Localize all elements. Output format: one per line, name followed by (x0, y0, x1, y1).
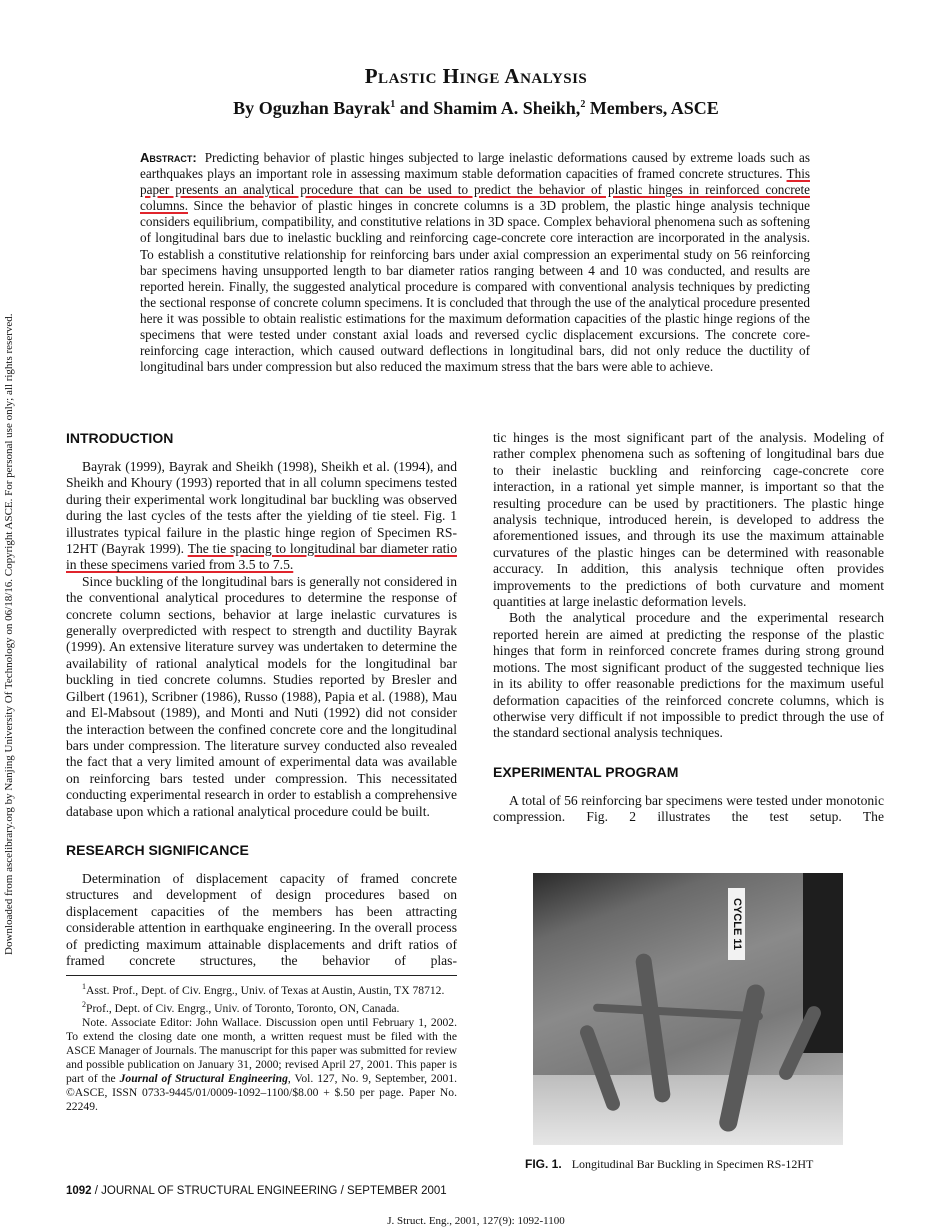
figure-1-photo (533, 873, 843, 1145)
introduction-paragraph-1 (66, 459, 457, 574)
research-significance-paragraph-2: Both the analytical procedure and the experimental research reported herein are aimed at predicting the response of the plastic hinges that form in reinforced concrete frames during strong ground motions. The most significant product of the suggested technique lies in its ability to offer reasonable predictions for the maximum useful deformation capacities of the reinforced concrete columns, which is otherwise very difficult if not impossible to predict through the use of the standard sectional analysis techniques. (493, 610, 884, 741)
authors-conjunction: and (395, 98, 434, 118)
introduction-p1-text: Bayrak (1999), Bayrak and Sheikh (1998), Sheikh et al. (1994), and Sheikh and Khoury (1993) reported that in all column specimens tested during their experimental work longitudinal bar buckling was observed during the last cycles of the tests after the yielding of tie steel. Fig. 1 illustrates typical failure in the plastic hinge region of Specimen RS-12HT (Bayrak 1999). (66, 459, 457, 557)
research-significance-paragraph-1b: tic hinges is the most significant part of the analysis. Modeling of rather complex phenomena such as softening of longitudinal bars due to their inelastic buckling and reinforcing cage-concrete core interaction, in a rational yet simple manner, is important so that the resulting procedure can be used by practitioners. The plastic hinge analysis technique, introduced herein, is developed to address the aforementioned issues, and through its use the maximum attainable curvatures of the plastic hinges can be determined with reasonable accuracy. In addition, this analysis technique often provides improvements to the predictions of both curvature and moment quantities at large inelastic deformation levels. (493, 430, 884, 610)
paper-title: Plastic Hinge Analysis (364, 64, 588, 89)
footnote-1-mark: 1 (82, 982, 86, 992)
abstract-label: Abstract: (140, 150, 197, 165)
footnote-2 (66, 998, 457, 1016)
editorial-note-publication: , Vol. 127, No. 9, September, 2001. ©ASCE, ISSN 0733-9445/01/0009-1092–1100/$8.00 + $.50 per page. Paper No. 22249. (66, 1072, 458, 1114)
abstract-text-rest: Since the behavior of plastic hinges in concrete columns is a 3D problem, the plastic hinge analysis technique considers equilibrium, compatibility, and constitutive relations in 3D space. Complex behavioral phenomena such as softening of longitudinal bars due to inelastic buckling and reinforcing cage-concrete core interaction are incorporated in the analysis. To establish a constitutive relationship for reinforcing bars under axial compression an experimental study on 56 reinforcing bar specimens having unsupported length to bar diameter ratios ranging between 4 and 10 was conducted, and results are reported herein. Finally, the suggested analytical procedure is compared with conventional analysis techniques by predicting the sectional response of concrete column specimens. It is concluded that through the use of the analytical procedure presented here it was possible to obtain realistic estimations for the maximum deformation capacities of the plastic hinge regions of the specimens that were tested under constant axial loads and reversed cyclic displacement excursions. The concrete core-reinforcing cage interaction, which caused outward deflections in longitudinal bars, did not only reduce the ductility of longitudinal bars under compression but also reduced the maximum stress that the bars were able to achieve. (140, 198, 810, 375)
experimental-program-paragraph-1: A total of 56 reinforcing bar specimens were tested under monotonic compression. Fig. 2 illustrates the test setup. The (493, 792, 884, 825)
author-1: Oguzhan Bayrak (258, 98, 391, 118)
editorial-note-text: Note. Associate Editor: John Wallace. Discussion open until February 1, 2002. To extend the closing date one month, a written request must be filed with the ASCE Manager of Journals. The manuscript for this paper was submitted for review and possible publication on January 31, 2000; revised April 27, 2001. This paper is part of the (66, 1016, 457, 1086)
author-line (0, 98, 952, 119)
cycle-label: CYCLE 11 (728, 888, 745, 960)
authors-prefix: By (233, 98, 259, 118)
editorial-note (66, 1016, 457, 1114)
authors-affiliation: Members, ASCE (585, 98, 719, 118)
abstract-highlighted-sentence: This paper presents an analytical procedure that can be used to predict the behavior of plastic hinges in reinforced concrete columns. (140, 166, 810, 214)
page-footer (66, 1185, 447, 1197)
page-number: 1092 (66, 1185, 92, 1197)
introduction-highlighted-sentence: The tie spacing to longitudinal bar diameter ratio in these specimens varied from 3.5 to 7.5. (66, 541, 457, 573)
introduction-heading: INTRODUCTION (66, 430, 174, 446)
left-column (66, 430, 457, 1114)
abstract (140, 150, 810, 375)
experimental-program-heading: EXPERIMENTAL PROGRAM (493, 763, 679, 780)
footnotes (66, 980, 457, 1114)
figure-caption-text: Longitudinal Bar Buckling in Specimen RS-12HT (571, 1157, 814, 1171)
figure-number: FIG. 1. (525, 1157, 562, 1171)
footnote-2-text: Prof., Dept. of Civ. Engrg., Univ. of Toronto, Toronto, ON, Canada. (86, 1002, 400, 1016)
author-2-footnote-mark: 2 (580, 99, 586, 110)
footnote-2-mark: 2 (82, 1000, 86, 1010)
download-notice (2, 250, 16, 955)
download-notice-text: Downloaded from ascelibrary.org by Nanjing University Of Technology on 06/18/16. Copyright ASCE. For personal use only; all rights reserved. (3, 313, 15, 955)
photo-floor (533, 1075, 843, 1145)
footnote-divider (66, 975, 457, 976)
research-significance-heading: RESEARCH SIGNIFICANCE (66, 841, 249, 858)
journal-name: Journal of Structural Engineering (119, 1072, 288, 1086)
running-title: / JOURNAL OF STRUCTURAL ENGINEERING / SEPTEMBER 2001 (91, 1185, 447, 1197)
right-column (493, 430, 884, 826)
citation: J. Struct. Eng., 2001, 127(9): 1092-1100 (387, 1215, 565, 1227)
abstract-text-start: Predicting behavior of plastic hinges subjected to large inelastic deformations caused by extreme loads such as earthquakes plays an important role in assessing maximum stable deformation capacities of framed concrete structures. (140, 150, 810, 182)
research-significance-paragraph-1a: Determination of displacement capacity of framed concrete structures and development of design procedures based on displacement capacities of the members has been attracting considerable attention in earthquake engineering. In the overall process of predicting maximum attainable displacements and drift ratios of framed concrete structures, the behavior of plas- (66, 870, 457, 968)
introduction-paragraph-2: Since buckling of the longitudinal bars is generally not considered in the conventional analytical procedures to determine the response of concrete column sections, behavior at large inelastic curvatures is generally overpredicted with respect to strength and ductility Bayrak (1999). An extensive literature survey was undertaken to determine the availability of rational analytical models for the longitudinal bar buckling in tied concrete columns. Studies reported by Bresler and Gilbert (1961), Scribner (1986), Russo (1988), Papia et al. (1988), Mau and El-Mabsout (1989), and Monti and Nuti (1992) did not consider the interaction between the confined concrete core and the longitudinal bars under compression. The literature survey conducted also revealed the fact that a very limited amount of experimental data was available on reinforcing bars tested under compression. This necessitated conducting experimental research in order to establish a comprehensive database upon which a rational analytical procedure could be built. (66, 573, 457, 819)
footnote-1-text: Asst. Prof., Dept. of Civ. Engrg., Univ. of Texas at Austin, Austin, TX 78712. (86, 984, 445, 998)
footnote-1 (66, 980, 457, 998)
author-2: Shamim A. Sheikh, (433, 98, 581, 118)
tie-bar (593, 1004, 763, 1021)
figure-1-caption (525, 1157, 865, 1172)
author-1-footnote-mark: 1 (390, 99, 396, 110)
